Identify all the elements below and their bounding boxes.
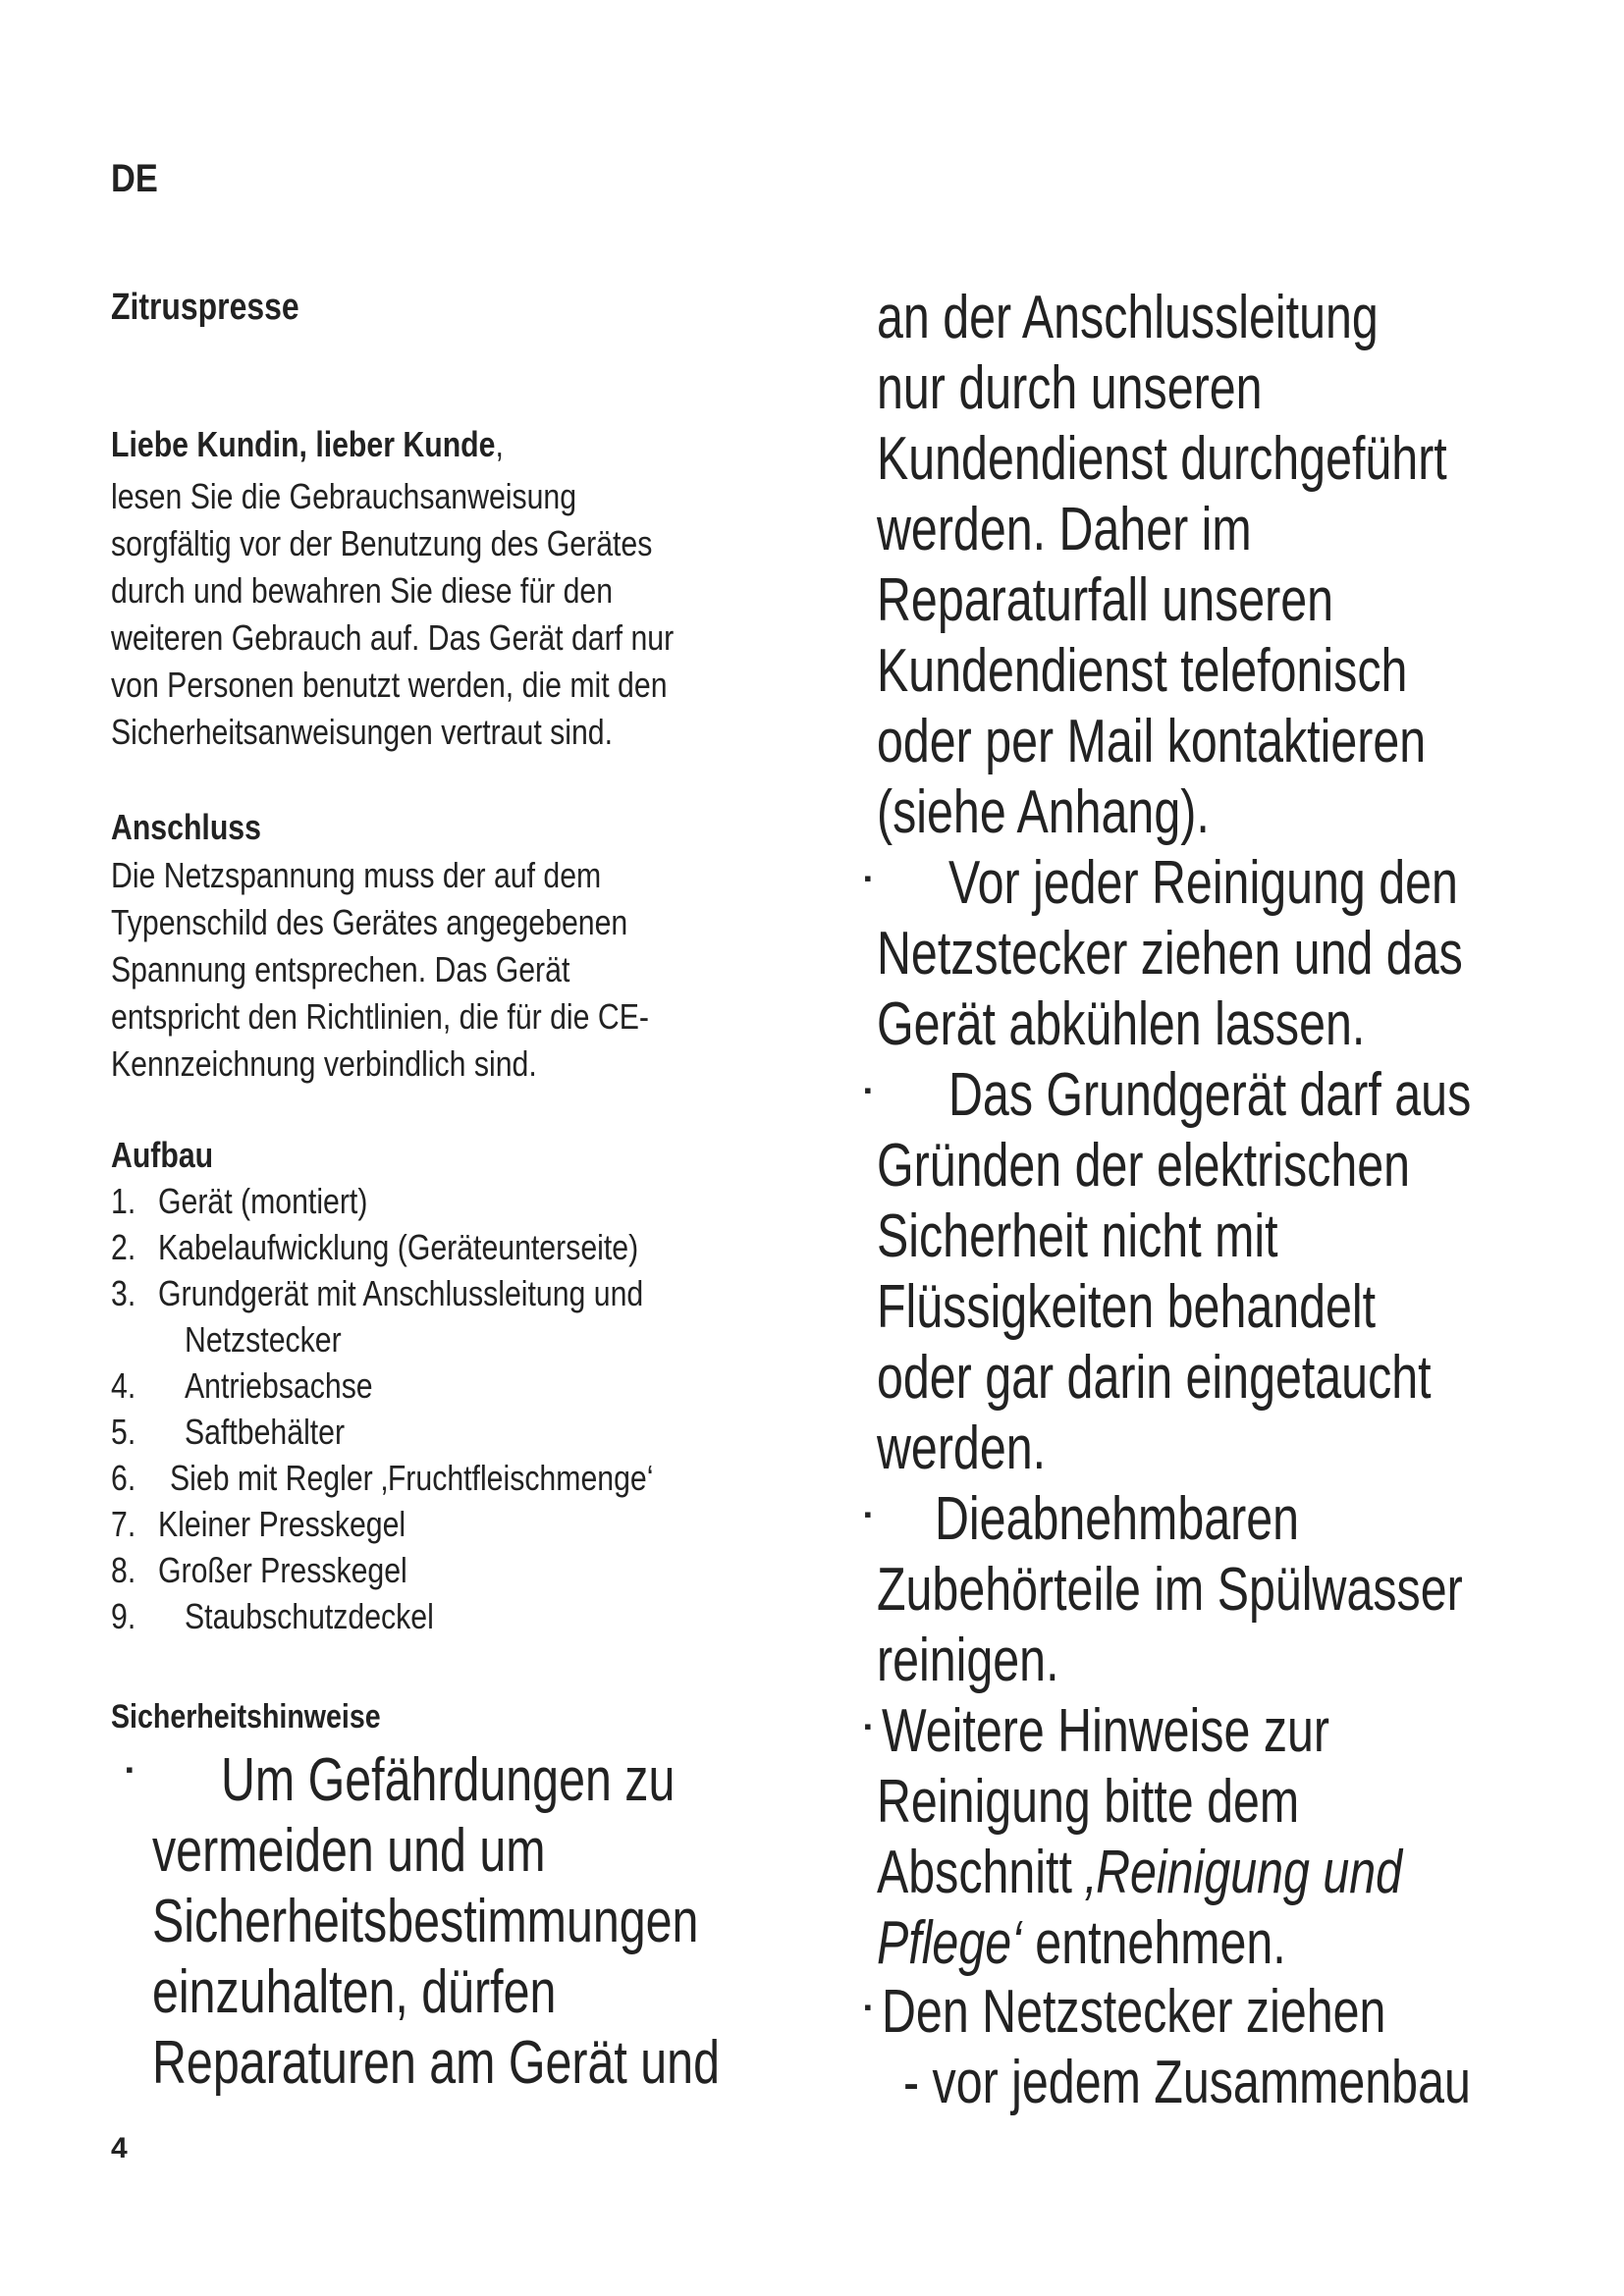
safety-line: Reparaturen am Gerät und xyxy=(152,2029,720,2097)
intro-line: durch und bewahren Sie diese für den xyxy=(111,570,614,611)
abschnitt-text: Abschnitt xyxy=(877,1839,1072,1906)
page-number: 4 xyxy=(111,2132,128,2164)
bullet-4-rest xyxy=(877,1767,1550,1979)
bullet-2-line: Sicherheit nicht mit xyxy=(877,1202,1278,1270)
bullet-4-line xyxy=(877,1908,1402,1979)
anschluss-heading: Anschluss xyxy=(111,807,261,847)
language-label: DE xyxy=(111,157,158,200)
bullet-2-rest xyxy=(877,1131,1588,1484)
anschluss-line: entspricht den Richtlinien, die für die CE- xyxy=(111,996,649,1037)
bullet-icon: ▪ xyxy=(864,866,872,890)
greeting-bold: Liebe Kundin, lieber Kunde xyxy=(111,424,496,464)
bullet-2-line: werden. xyxy=(877,1415,1047,1482)
safety-heading: Sicherheitshinweise xyxy=(111,1698,381,1735)
bullet-icon: ▪ xyxy=(864,1502,872,1526)
anschluss-line: Die Netzspannung muss der auf dem xyxy=(111,855,602,895)
right-line: (siehe Anhang). xyxy=(877,778,1210,846)
bullet-icon: ▪ xyxy=(864,1995,872,2019)
anschluss-line: Typenschild des Gerätes angegebenen xyxy=(111,902,628,942)
bullet-4-line: Reinigung bitte dem xyxy=(877,1768,1300,1836)
anschluss-line: Spannung entsprechen. Das Gerät xyxy=(111,949,570,989)
bullet-4-line xyxy=(877,1838,1402,1908)
page-title: Zitruspresse xyxy=(111,287,299,328)
bullet-icon: ▪ xyxy=(864,1714,872,1738)
intro-line: sorgfältig vor der Benutzung des Gerätes xyxy=(111,523,653,563)
intro-line: weiteren Gebrauch auf. Das Gerät darf nur xyxy=(111,617,675,658)
bullet-4-first: Weitere Hinweise zur xyxy=(882,1697,1330,1765)
entnehmen-text: entnehmen. xyxy=(1021,1909,1286,1977)
bullet-2-line: Gründen der elektrischen xyxy=(877,1132,1411,1200)
intro-line: lesen Sie die Gebrauchsanweisung xyxy=(111,476,577,516)
safety-paragraph xyxy=(152,1816,880,2099)
greeting xyxy=(111,424,578,465)
bullet-2-line: oder gar darin eingetaucht xyxy=(877,1344,1432,1412)
safety-line: vermeiden und um xyxy=(152,1817,546,1885)
right-line: Kundendienst durchgeführt xyxy=(877,425,1447,493)
bullet-2-first: Das Grundgerät darf aus xyxy=(948,1061,1472,1129)
bullet-5-sub: - vor jedem Zusammenbau xyxy=(903,2049,1471,2116)
bullet-3-rest xyxy=(877,1555,1624,1696)
italic-reference: ‚Reinigung und xyxy=(1085,1839,1403,1906)
aufbau-heading: Aufbau xyxy=(111,1135,214,1175)
anschluss-paragraph xyxy=(111,852,751,1088)
bullet-3-first: Dieabnehmbaren xyxy=(935,1485,1300,1553)
bullet-1-rest xyxy=(877,919,1624,1060)
right-paragraph-a xyxy=(877,283,1608,848)
bullet-1-first: Vor jeder Reinigung den xyxy=(948,849,1458,917)
bullet-1-line: Netzstecker ziehen und das xyxy=(877,920,1463,988)
safety-line: einzuhalten, dürfen xyxy=(152,1958,557,2026)
bullet-3-line: Zubehörteile im Spülwasser xyxy=(877,1556,1463,1624)
right-line: nur durch unseren xyxy=(877,354,1263,422)
bullet-3-line: reinigen. xyxy=(877,1627,1059,1694)
intro-line: von Personen benutzt werden, die mit den xyxy=(111,665,668,705)
bullet-icon: ▪ xyxy=(864,1078,872,1102)
safety-line: Sicherheitsbestimmungen xyxy=(152,1888,699,1955)
right-line: Reparaturfall unseren xyxy=(877,566,1334,634)
bullet-icon: ▪ xyxy=(126,1757,134,1782)
anschluss-line: Kennzeichnung verbindlich sind. xyxy=(111,1043,537,1084)
intro-line: Sicherheitsanweisungen vertraut sind. xyxy=(111,712,614,752)
right-line: Kundendienst telefonisch xyxy=(877,637,1408,705)
right-line: werden. Daher im xyxy=(877,496,1252,563)
right-line: an der Anschlussleitung xyxy=(877,284,1379,351)
bullet-5-first: Den Netzstecker ziehen xyxy=(882,1978,1386,2046)
bullet-1-line: Gerät abkühlen lassen. xyxy=(877,990,1366,1058)
italic-reference: Pflege‘ xyxy=(877,1909,1022,1977)
intro-paragraph xyxy=(111,473,781,756)
safety-first-line: Um Gefährdungen zu xyxy=(221,1746,676,1814)
right-line: oder per Mail kontaktieren xyxy=(877,708,1427,775)
bullet-2-line: Flüssigkeiten behandelt xyxy=(877,1273,1377,1341)
greeting-comma: , xyxy=(495,424,504,464)
